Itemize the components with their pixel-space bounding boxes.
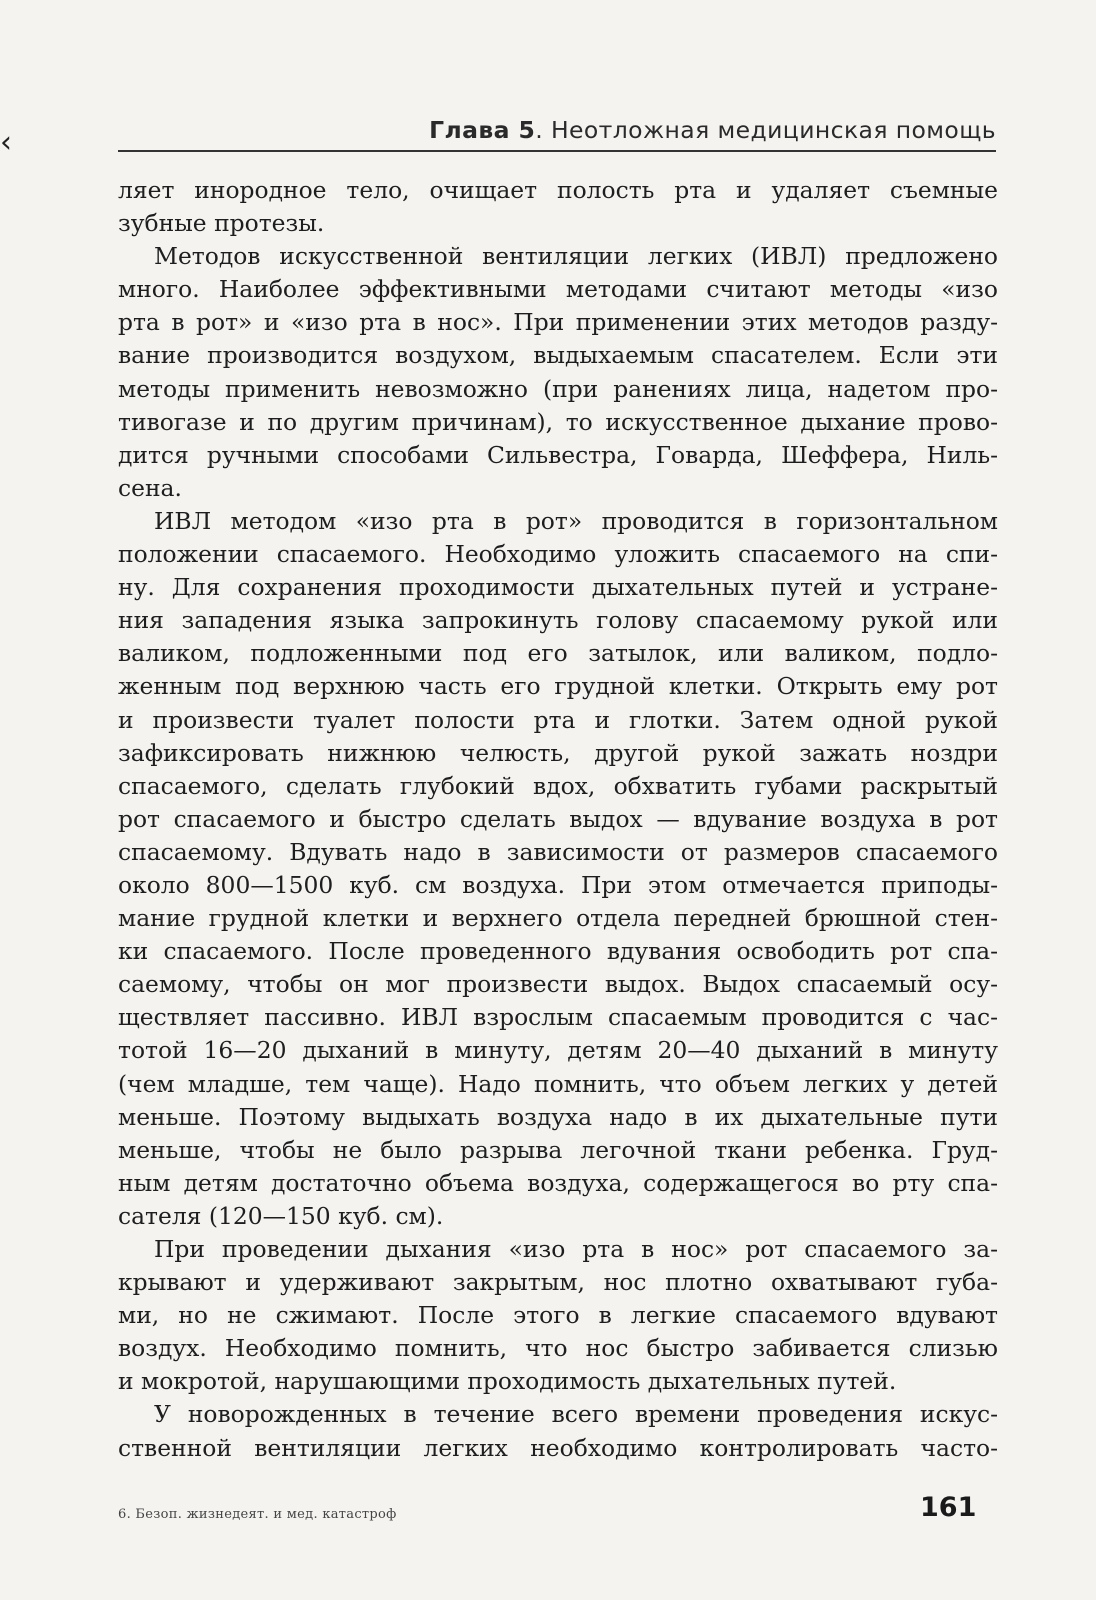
text-line: меньше. Поэтому выдыхать воздуха надо в их дыхательные пути (118, 1102, 998, 1131)
text-line: ИВЛ методом «изо рта в рот» проводится в горизонтальном (154, 506, 998, 535)
text-line: и произвести туалет полости рта и глотки. Затем одной рукой (118, 705, 998, 734)
text-line: много. Наиболее эффективными методами считают методы «изо (118, 275, 998, 304)
text-line: меньше, чтобы не было разрыва легочной ткани ребенка. Груд- (118, 1135, 998, 1164)
text-line: зафиксировать нижнюю челюсть, другой рукой зажать ноздри (118, 738, 998, 767)
text-line: воздух. Необходимо помнить, что нос быстро забивается слизью (118, 1334, 998, 1363)
header-rule (118, 150, 996, 152)
text-line: крывают и удерживают закрытым, нос плотно охватывают губа- (118, 1268, 998, 1297)
text-line: ным детям достаточно объема воздуха, содержащегося во рту спа- (118, 1168, 998, 1197)
text-line: ки спасаемого. После проведенного вдувания освободить рот спа- (118, 937, 998, 966)
text-line: сена. (118, 473, 182, 502)
text-line: тотой 16—20 дыханий в минуту, детям 20—40 дыханий в минуту (118, 1036, 998, 1065)
text-line: ми, но не сжимают. После этого в легкие спасаемого вдувают (118, 1301, 998, 1330)
chapter-title: . Неотложная медицинская помощь (535, 116, 996, 144)
text-line: тивогазе и по другим причинам), то искусственное дыхание прово- (118, 407, 998, 436)
text-line: сателя (120—150 куб. см). (118, 1201, 444, 1230)
text-line: вание производится воздухом, выдыхаемым спасателем. Если эти (118, 341, 998, 370)
running-header (118, 116, 996, 144)
text-line: женным под верхнюю часть его грудной клетки. Открыть ему рот (118, 672, 998, 701)
text-line: положении спасаемого. Необходимо уложить спасаемого на спи- (118, 540, 998, 569)
text-line: При проведении дыхания «изо рта в нос» рот спасаемого за- (154, 1235, 998, 1263)
page-edge-mark: ‹ (0, 125, 12, 160)
text-line: рта в рот» и «изо рта в нос». При применении этих методов разду- (118, 308, 998, 337)
text-line: мание грудной клетки и верхнего отдела передней брюшной стен- (118, 904, 998, 933)
page-number: 161 (920, 1492, 977, 1523)
footer-note: 6. Безоп. жизнедеят. и мед. катастроф (118, 1507, 397, 1522)
text-line: Методов искусственной вентиляции легких (ИВЛ) предложено (154, 242, 998, 271)
body-text (118, 174, 998, 1465)
text-line: методы применить невозможно (при ранениях лица, надетом про- (118, 374, 998, 403)
text-line: спасаемого, сделать глубокий вдох, обхватить губами раскрытый (118, 771, 998, 800)
text-line: спасаемому. Вдувать надо в зависимости от размеров спасаемого (118, 837, 998, 866)
text-line: зубные протезы. (118, 209, 325, 238)
text-line: около 800—1500 куб. см воздуха. При этом отмечается приподы- (118, 870, 998, 899)
text-line: У новорожденных в течение всего времени проведения искус- (154, 1400, 998, 1429)
text-line: ществляет пассивно. ИВЛ взрослым спасаемым проводится с час- (118, 1003, 998, 1032)
text-line: ну. Для сохранения проходимости дыхательных путей и устране- (118, 573, 998, 602)
text-line: ственной вентиляции легких необходимо контролировать часто- (118, 1433, 998, 1462)
text-line: рот спасаемого и быстро сделать выдох — вдувание воздуха в рот (118, 804, 998, 833)
text-line: и мокротой, нарушающими проходимость дыхательных путей. (118, 1367, 897, 1396)
text-line: саемому, чтобы он мог произвести выдох. Выдох спасаемый осу- (118, 970, 998, 999)
chapter-label: Глава 5 (429, 116, 536, 144)
text-line: ляет инородное тело, очищает полость рта и удаляет съемные (118, 176, 998, 204)
text-line: (чем младше, тем чаще). Надо помнить, что объем легких у детей (118, 1069, 998, 1098)
text-line: валиком, подложенными под его затылок, или валиком, подло- (118, 639, 998, 668)
text-line: ния западения языка запрокинуть голову спасаемому рукой или (118, 606, 998, 635)
text-line: дится ручными способами Сильвестра, Говарда, Шеффера, Ниль- (118, 440, 998, 469)
